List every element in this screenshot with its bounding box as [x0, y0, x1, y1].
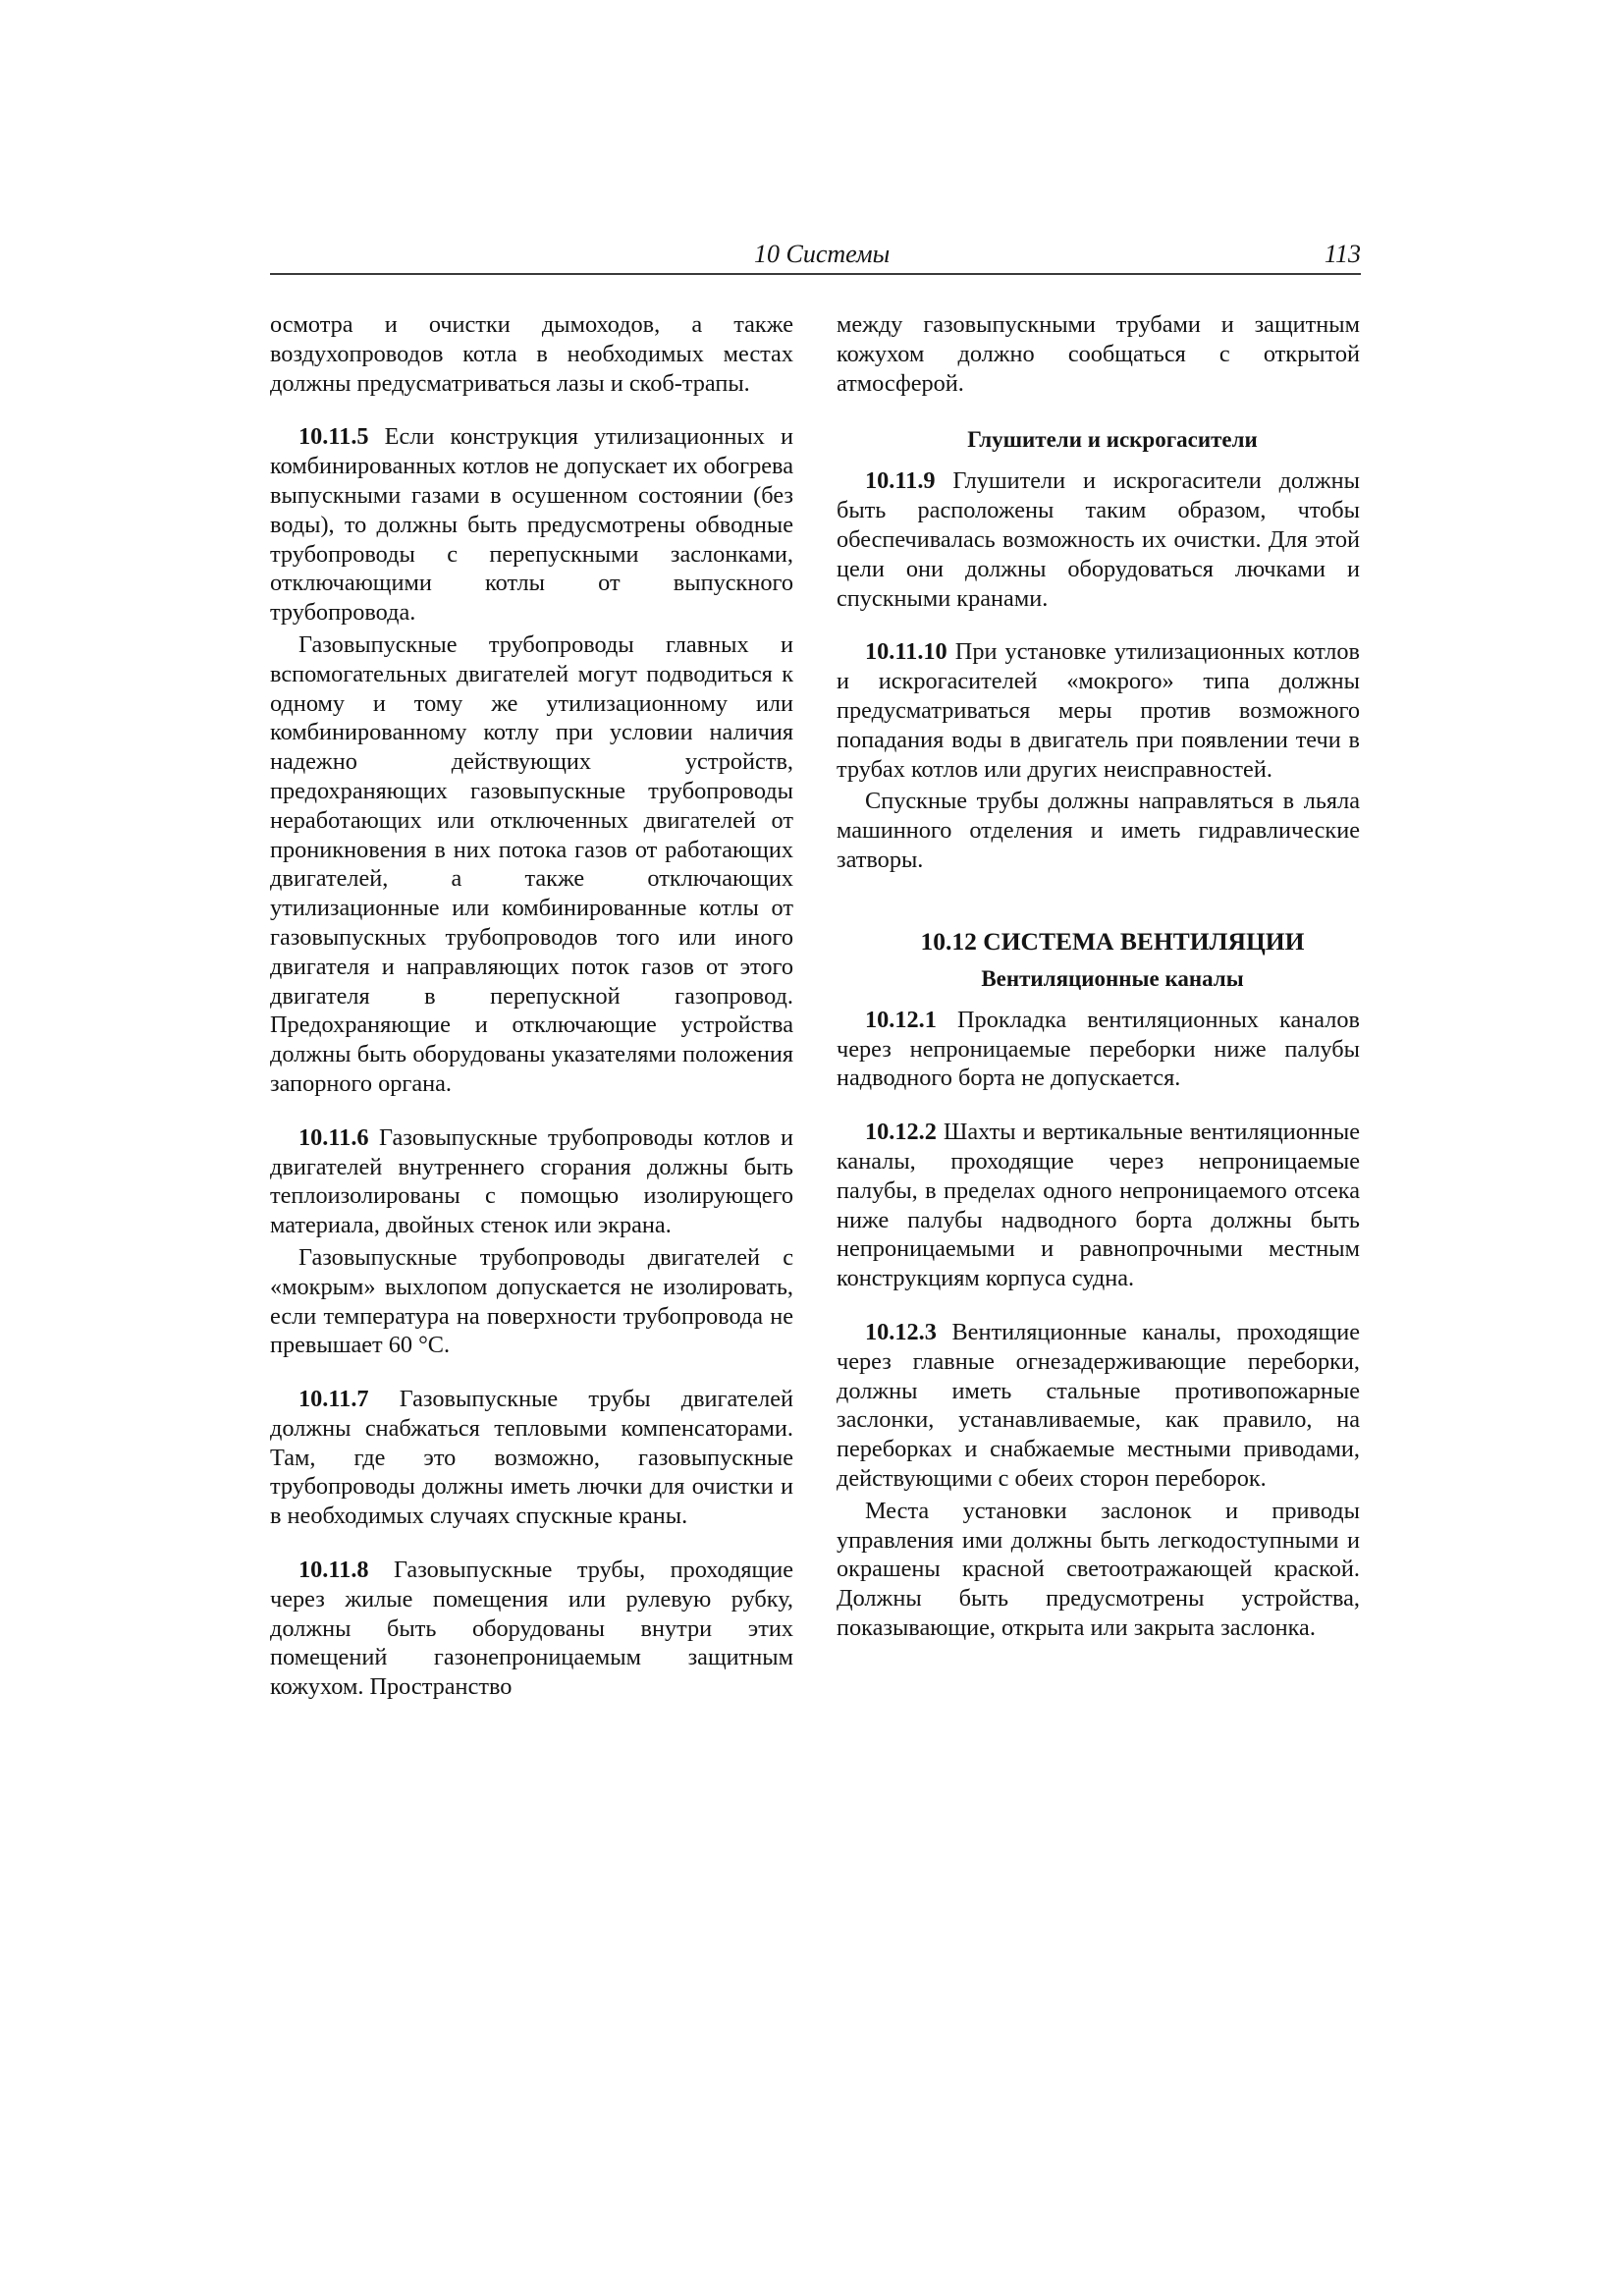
left-column — [270, 310, 793, 1702]
right-column — [837, 310, 1360, 1643]
clause-text: Газовыпускные трубы двигателей должны снабжаться тепловыми компенсаторами. Там, где это возможно, газовыпускные трубопроводы должны иметь лючки для очистки и в необходимых случаях спускные краны. — [270, 1386, 793, 1530]
running-header — [270, 240, 1361, 275]
clause-10-12-2 — [837, 1118, 1360, 1293]
clause-10-11-6 — [270, 1123, 793, 1240]
clause-10-11-5 — [270, 422, 793, 628]
clause-number: 10.11.10 — [865, 638, 947, 666]
paragraph: осмотра и очистки дымоходов, а также воздухопроводов котла в необходимых местах должны предусматриваться лазы и скоб-трапы. — [270, 311, 793, 397]
clause-text: Если конструкция утилизационных и комбинированных котлов не допускает их обогрева выпускными газами в осушенном состоянии (без воды), то должны быть предусмотрены обводные трубопроводы с перепускными заслонками, отключающими котлы от выпускного трубопровода. — [270, 423, 793, 627]
clause-10-11-7 — [270, 1385, 793, 1531]
clause-10-11-9 — [837, 466, 1360, 613]
paragraph: между газовыпускными трубами и защитным кожухом должно сообщаться с открытой атмосферой. — [837, 311, 1360, 397]
page-number: 113 — [1324, 240, 1361, 268]
paragraph: Газовыпускные трубопроводы двигателей с «мокрым» выхлопом допускается не изолировать, если температура на поверхности трубопровода не превышает 60 °С. — [270, 1243, 793, 1359]
header-section-title: 10 Системы — [754, 240, 891, 268]
clause-number: 10.12.2 — [865, 1119, 937, 1146]
clause-10-11-8 — [270, 1556, 793, 1702]
clause-text: Глушители и искрогасители должны быть расположены таким образом, чтобы обеспечивалась возможность их очистки. Для этой цели они должны оборудоваться лючками и спускными кранами. — [837, 467, 1360, 612]
clause-text: Шахты и вертикальные вентиляционные каналы, проходящие через непроницаемые палубы, в пределах одного непроницаемого отсека ниже палубы надводного борта должны быть непроницаемыми и равнопрочными местным конструкциям корпуса судна. — [837, 1119, 1360, 1292]
paragraph: Спускные трубы должны направляться в льяла машинного отделения и иметь гидравлические затворы. — [837, 788, 1360, 873]
paragraph: Газовыпускные трубопроводы главных и вспомогательных двигателей могут подводиться к одному и тому же утилизационному или комбинированному котлу при условии наличия надежно действующих устройств, предохраняющих газовыпускные трубопроводы неработающих или отключенных двигателей от проникновения в них потока газов от работающих двигателей, а также отключающих утилизационные или комбинированные котлы от газовыпускных трубопроводов того или иного двигателя и направляющих поток газов от этого двигателя в перепускной газопровод. Предохраняющие и отключающие устройства должны быть оборудованы указателями положения запорного органа. — [270, 630, 793, 1097]
clause-text: Прокладка вентиляционных каналов через непроницаемые переборки ниже палубы надводного борта не допускается. — [837, 1006, 1360, 1092]
subheading-silencers: Глушители и искрогасители — [967, 427, 1258, 453]
clause-number: 10.11.8 — [298, 1557, 369, 1584]
clause-number: 10.11.6 — [298, 1123, 369, 1151]
clause-number: 10.11.9 — [865, 467, 936, 495]
clause-text: Газовыпускные трубы, проходящие через жилые помещения или рулевую рубку, должны быть оборудованы внутри этих помещений газонепроницаемым защитным кожухом. Пространство — [270, 1557, 793, 1701]
clause-text: Вентиляционные каналы, проходящие через главные огнезадерживающие переборки, должны иметь стальные противопожарные заслонки, устанавливаемые, как правило, на переборках и снабжаемые местными приводами, действующими с обеих сторон переборок. — [837, 1318, 1360, 1492]
clause-10-12-3 — [837, 1318, 1360, 1494]
clause-10-12-1 — [837, 1006, 1360, 1093]
clause-number: 10.11.7 — [298, 1386, 369, 1413]
section-title: 10.12 СИСТЕМА ВЕНТИЛЯЦИИ — [920, 926, 1305, 956]
clause-text: При установке утилизационных котлов и искрогасителей «мокрого» типа должны предусматриваться меры против возможного попадания воды в двигатель при появлении течи в трубах котлов или других неисправностей. — [837, 638, 1360, 783]
clause-number: 10.11.5 — [298, 423, 369, 451]
clause-text: Газовыпускные трубопроводы котлов и двигателей внутреннего сгорания должны быть теплоизолированы с помощью изолирующего материала, двойных стенок или экрана. — [270, 1123, 793, 1239]
clause-number: 10.12.3 — [865, 1318, 937, 1345]
paragraph: Места установки заслонок и приводы управления ими должны быть легкодоступными и окрашены красной светоотражающей краской. Должны быть предусмотрены устройства, показывающие, открыта или закрыта заслонка. — [837, 1497, 1360, 1641]
clause-10-11-10 — [837, 637, 1360, 784]
clause-number: 10.12.1 — [865, 1006, 937, 1033]
subheading-ventilation-ducts: Вентиляционные каналы — [981, 965, 1244, 991]
